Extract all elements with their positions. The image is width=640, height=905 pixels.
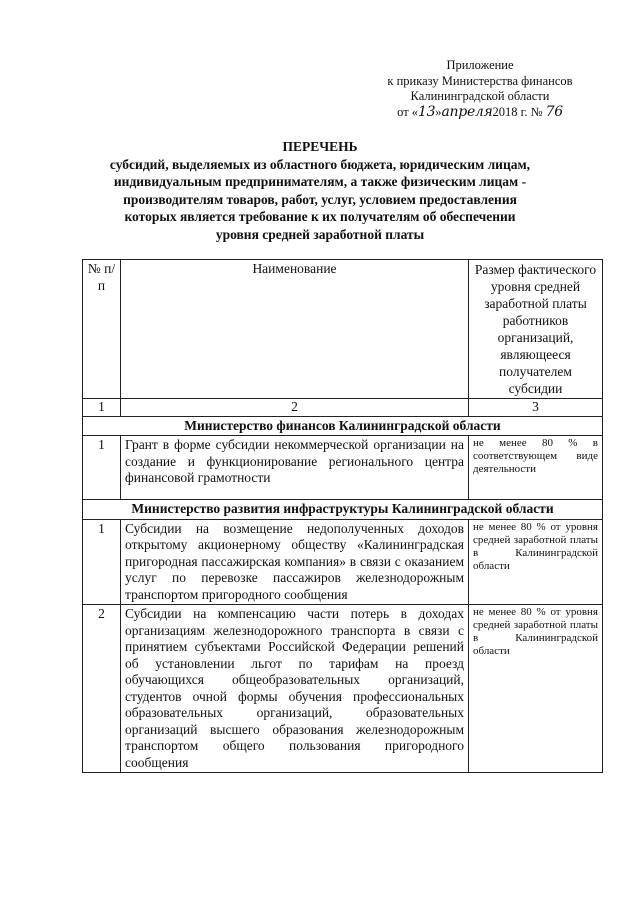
heading-line-2: индивидуальным предпринимателям, а также физическим лицам - [113,174,527,189]
row-num: 1 [83,519,121,605]
header-name: Наименование [121,260,469,399]
table-row [83,605,603,773]
appendix-block [360,58,600,120]
subsidies-table [82,259,603,773]
document-heading [95,138,545,243]
heading-line-3: производителям товаров, работ, услуг, условием предоставления [123,191,517,207]
date-prefix: от « [397,104,419,119]
table-header-row [83,260,603,399]
appendix-label: Приложение [446,58,514,72]
section-title-infrastructure: Министерство развития инфраструктуры Калининградской области [83,500,603,520]
row-name: Субсидии на возмещение недополученных доходов открытому акционерному обществу «Калининградская пригородная пассажирская компания» в связи с оказанием услуг по перевозке пассажиров железнодорожным транспортом пригородного сообщения [121,519,469,605]
header-num: № п/п [83,260,121,399]
appendix-region: Калининградской области [410,89,550,103]
section-row [83,500,603,520]
table-row [83,519,603,605]
table-row [83,436,603,500]
row-size: не менее 80 % от уровня средней заработной платы в Калининградской области [469,605,603,773]
index-row [83,399,603,417]
date-mid: » [435,104,442,119]
section-title-finance: Министерство финансов Калининградской области [83,416,603,436]
index-cell-1: 1 [83,399,121,417]
appendix-date-line [360,105,600,121]
heading-line-1: субсидий, выделяемых из областного бюджета, юридическим лицам, [109,156,531,172]
row-size: не менее 80 % в соответствующем виде деятельности [469,436,603,500]
document-title: ПЕРЕЧЕНЬ [282,139,358,154]
handwritten-order-number: 76 [545,103,563,120]
row-num: 2 [83,605,121,773]
handwritten-day: 13 [418,103,436,120]
row-size: не менее 80 % от уровня средней заработной платы в Калининградской области [469,519,603,605]
handwritten-month: апреля [441,103,493,120]
date-year: 2018 г. № [492,104,543,119]
appendix-order-ref: к приказу Министерства финансов [387,73,573,88]
index-cell-2: 2 [121,399,469,417]
row-name: Субсидии на компенсацию части потерь в доходах организациям железнодорожного транспорта в связи с принятием субъектами Российской Федерации решений об установлении льгот по тарифам на проезд обучающихся общеобразовательных организаций, студентов очной формы обучения профессиональных образовательных организаций, образовательных организаций высшего образования железнодорожным транспортом общего пользования пригородного сообщения [121,605,469,773]
header-size: Размер фактического уровня средней заработной платы работников организаций, являющееся получателем субсидии [469,260,603,399]
heading-line-4: которых является требование к их получателям об обеспечении [124,209,516,224]
index-cell-3: 3 [469,399,603,417]
section-row [83,416,603,436]
heading-line-5: уровня средней заработной платы [215,226,425,242]
row-name: Грант в форме субсидии некоммерческой организации на создание и функционирование регионального центра финансовой грамотности [121,436,469,500]
row-num: 1 [83,436,121,500]
